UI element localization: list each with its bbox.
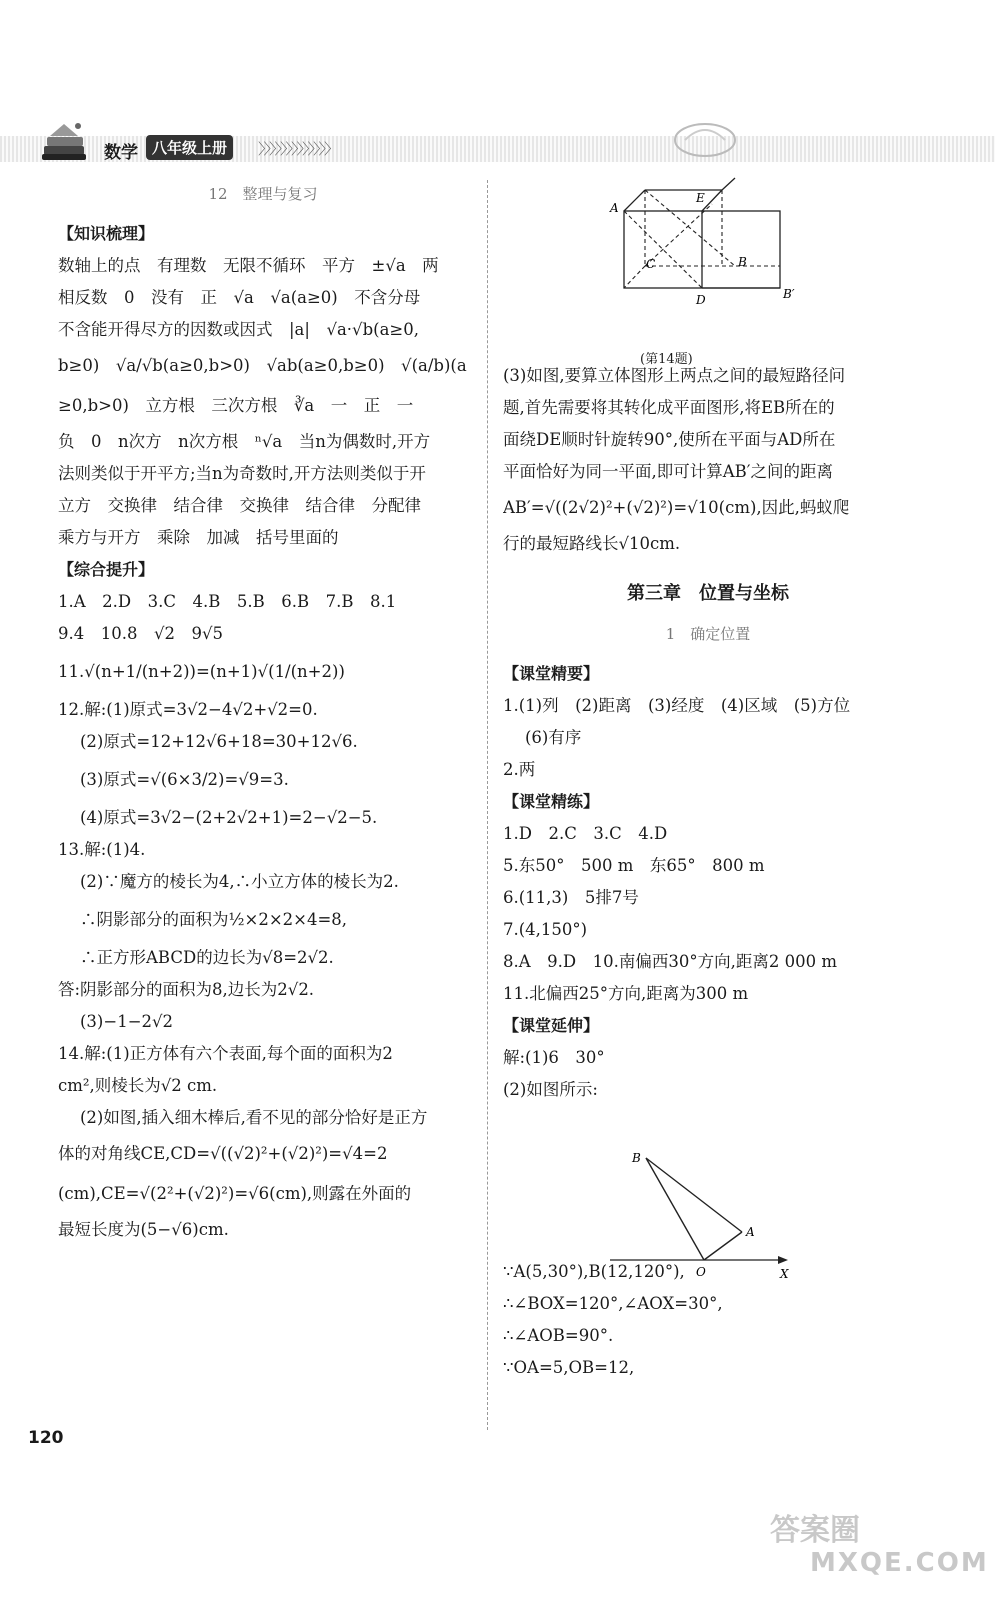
answer-line: 11.√(n+1/(n+2))=(n+1)√(1/(n+2)) xyxy=(58,662,345,681)
extend-line: ∴∠BOX=120°,∠AOX=30°, xyxy=(503,1294,723,1313)
fig14-label-b-prime: B′ xyxy=(783,287,795,301)
decorative-logo-icon xyxy=(660,118,750,162)
knowledge-line: 法则类似于开平方;当n为奇数时,开方法则类似于开 xyxy=(58,464,426,483)
knowledge-line: 立方 交换律 结合律 交换律 结合律 分配律 xyxy=(58,496,421,515)
essentials-line: 2.两 xyxy=(503,760,536,779)
practice-line: 11.北偏西25°方向,距离为300 m xyxy=(503,984,749,1003)
answer14-line: 面绕DE顺时针旋转90°,使所在平面与AD所在 xyxy=(503,430,836,449)
left-column xyxy=(58,172,468,1246)
answer-line: 答:阴影部分的面积为8,边长为2√2. xyxy=(58,980,315,999)
essentials-line: (6)有序 xyxy=(525,728,582,747)
watermark-logo: 答案圈 xyxy=(770,1513,860,1548)
practice-line: 5.东50° 500 m 东65° 800 m xyxy=(503,856,765,875)
chapter-title: 第三章 位置与坐标 xyxy=(627,583,789,604)
practice-line: 6.(11,3) 5排7号 xyxy=(503,888,639,907)
tag-essentials: 【课堂精要】 xyxy=(503,664,600,683)
tag-extend: 【课堂延伸】 xyxy=(503,1016,600,1035)
fig14-label-e: E xyxy=(696,191,705,205)
knowledge-line: 乘方与开方 乘除 加减 括号里面的 xyxy=(58,528,339,547)
fig14-label-d: D xyxy=(696,293,706,307)
practice-line: 1.D 2.C 3.C 4.D xyxy=(503,824,668,843)
header-chevrons: 〉〉〉〉〉〉〉〉〉〉〉〉〉 xyxy=(258,140,338,158)
angle-label-x: X xyxy=(780,1267,789,1281)
tag-practice: 【课堂精练】 xyxy=(503,792,600,811)
figure-14-diagram xyxy=(600,176,800,336)
answer14-line: 平面恰好为同一平面,即可计算AB′之间的距离 xyxy=(503,462,834,481)
extend-line: 解:(1)6 30° xyxy=(503,1048,605,1067)
answer-line: (cm),CE=√(2²+(√2)²)=√6(cm),则露在外面的 xyxy=(58,1184,412,1203)
tag-knowledge: 【知识梳理】 xyxy=(58,224,155,243)
answer-line: 12.解:(1)原式=3√2−4√2+√2=0. xyxy=(58,700,318,719)
answer14-line: 题,首先需要将其转化成平面图形,将EB所在的 xyxy=(503,398,835,417)
answer-line: 9.4 10.8 √2 9√5 xyxy=(58,624,223,643)
angle-diagram xyxy=(600,1148,800,1282)
answer14-line: 行的最短路线长√10cm. xyxy=(503,534,681,553)
knowledge-line: 数轴上的点 有理数 无限不循环 平方 ±√a 两 xyxy=(58,256,439,275)
answer-line: ∴阴影部分的面积为½×2×2×4=8, xyxy=(80,910,348,929)
section-title: 1 确定位置 xyxy=(665,625,751,643)
answer-line: 1.A 2.D 3.C 4.B 5.B 6.B 7.B 8.1 xyxy=(58,592,397,611)
essentials-line: 1.(1)列 (2)距离 (3)经度 (4)区域 (5)方位 xyxy=(503,696,851,715)
answer-line: ∴正方形ABCD的边长为√8=2√2. xyxy=(80,948,334,967)
extend-line: ∵OA=5,OB=12, xyxy=(503,1358,635,1377)
angle-label-b: B xyxy=(632,1151,641,1165)
answer-line: 最短长度为(5−√6)cm. xyxy=(58,1220,229,1239)
knowledge-line: b≥0) √a/√b(a≥0,b>0) √ab(a≥0,b≥0) √(a/b)(a xyxy=(58,356,467,375)
practice-line: 7.(4,150°) xyxy=(503,920,588,939)
extend-line: ∴∠AOB=90°. xyxy=(503,1326,614,1345)
angle-label-o: O xyxy=(696,1265,706,1279)
grade-label: 八年级上册 xyxy=(146,135,233,160)
tag-improve: 【综合提升】 xyxy=(58,560,155,579)
watermark-url: MXQE.COM xyxy=(810,1548,989,1578)
answer-line: 14.解:(1)正方体有六个表面,每个面的面积为2 xyxy=(58,1044,393,1063)
answer-line: (3)原式=√(6×3/2)=√9=3. xyxy=(80,770,289,789)
answer14-line: AB′=√((2√2)²+(√2)²)=√10(cm),因此,蚂蚁爬 xyxy=(503,498,850,517)
page-number: 120 xyxy=(28,1428,64,1448)
extend-line: ∵A(5,30°),B(12,120°), xyxy=(503,1262,685,1281)
book-stack-icon xyxy=(38,118,90,164)
knowledge-line: 相反数 0 没有 正 √a √a(a≥0) 不含分母 xyxy=(58,288,421,307)
answer-line: cm²,则棱长为√2 cm. xyxy=(58,1076,218,1095)
column-divider xyxy=(487,180,489,1430)
section-title: 12 整理与复习 xyxy=(208,185,318,203)
angle-label-a: A xyxy=(746,1225,755,1239)
answer-line: (2)如图,插入细木棒后,看不见的部分恰好是正方 xyxy=(80,1108,428,1127)
page-header xyxy=(0,118,995,166)
fig14-label-a: A xyxy=(610,201,619,215)
knowledge-line: 不含能开得尽方的因数或因式 |a| √a·√b(a≥0, xyxy=(58,320,419,339)
fig14-label-b: B xyxy=(738,255,747,269)
knowledge-line: ≥0,b>0) 立方根 三次方根 ∛a 一 正 一 xyxy=(58,396,414,415)
answer-line: (2)∵魔方的棱长为4,∴小立方体的棱长为2. xyxy=(80,872,399,891)
practice-line: 8.A 9.D 10.南偏西30°方向,距离2 000 m xyxy=(503,952,837,971)
fig14-label-c: C xyxy=(646,257,656,271)
answer-line: 13.解:(1)4. xyxy=(58,840,146,859)
answer-line: (3)−1−2√2 xyxy=(80,1012,174,1031)
knowledge-line: 负 0 n次方 n次方根 ⁿ√a 当n为偶数时,开方 xyxy=(58,432,431,451)
extend-line: (2)如图所示: xyxy=(503,1080,598,1099)
answer-line: (2)原式=12+12√6+18=30+12√6. xyxy=(80,732,358,751)
answer-line: 体的对角线CE,CD=√((√2)²+(√2)²)=√4=2 xyxy=(58,1144,388,1163)
figure-14-caption: (第14题) xyxy=(640,352,693,367)
answer-line: (4)原式=3√2−(2+2√2+1)=2−√2−5. xyxy=(80,808,378,827)
answer14-line: (3)如图,要算立体图形上两点之间的最短路径问 xyxy=(503,366,846,385)
subject-label: 数学 xyxy=(104,143,138,163)
